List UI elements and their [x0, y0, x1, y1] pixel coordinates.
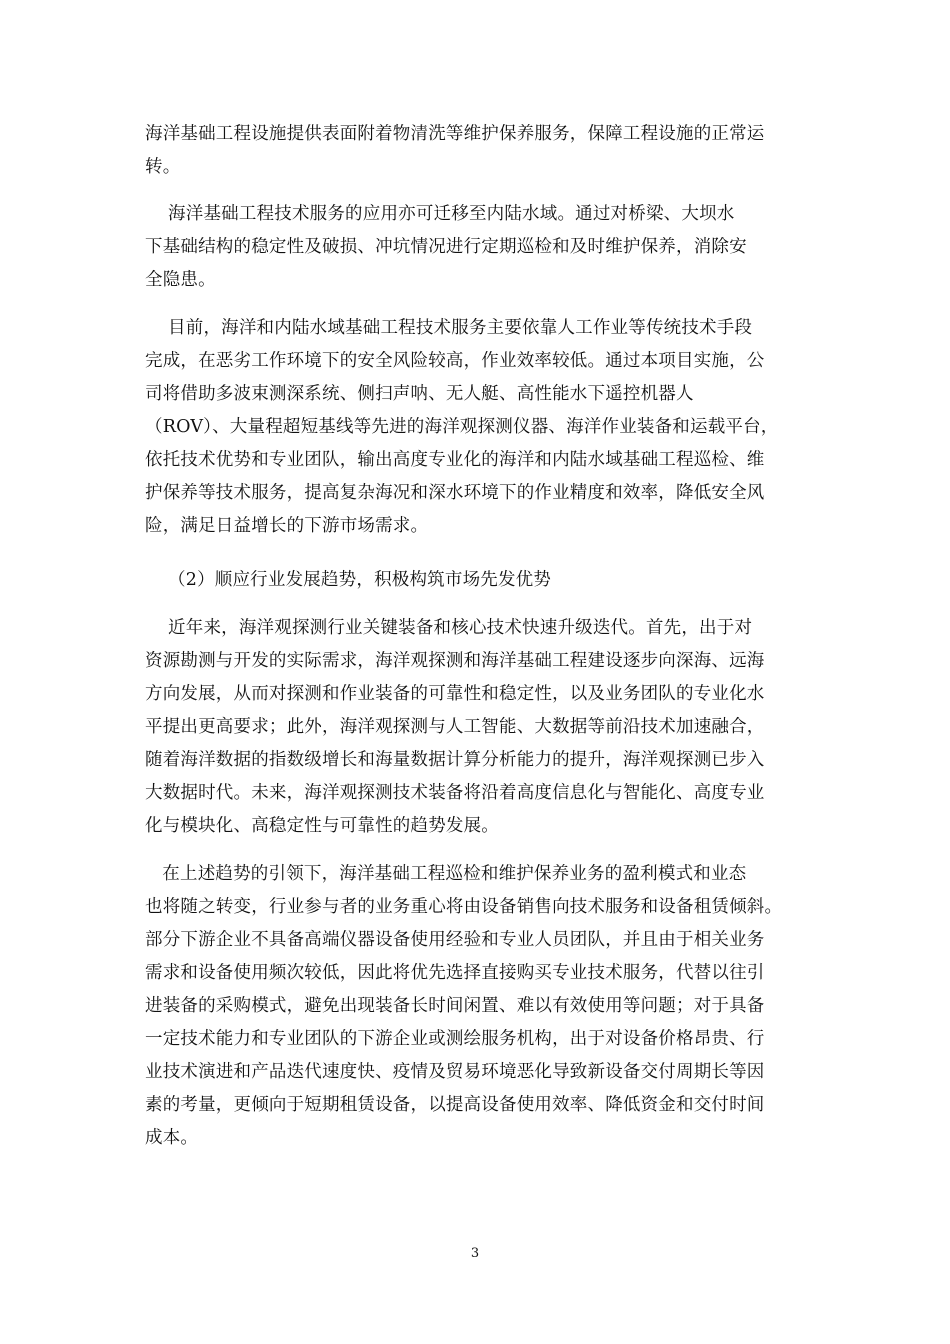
text-line: 部分下游企业不具备高端仪器设备使用经验和专业人员团队，并且由于相关业务 — [145, 930, 765, 950]
text-line: 近年来，海洋观探测行业关键装备和核心技术快速升级迭代。首先，出于对 — [145, 618, 753, 638]
text-line: 进装备的采购模式，避免出现装备长时间闲置、难以有效使用等问题；对于具备 — [145, 996, 765, 1016]
text-line: 海洋基础工程设施提供表面附着物清洗等维护保养服务，保障工程设施的正常运 — [145, 124, 765, 144]
text-line: 方向发展，从而对探测和作业装备的可靠性和稳定性，以及业务团队的专业化水 — [145, 684, 765, 704]
text-line: 护保养等技术服务，提高复杂海况和深水环境下的作业精度和效率，降低安全风 — [145, 483, 765, 503]
text-line: 下基础结构的稳定性及破损、冲坑情况进行定期巡检和及时维护保养，消除安 — [145, 237, 747, 257]
text-line: 化与模块化、高稳定性与可靠性的趋势发展。 — [145, 816, 499, 836]
text-line: 随着海洋数据的指数级增长和海量数据计算分析能力的提升，海洋观探测已步入 — [145, 750, 765, 770]
paragraph-5 — [145, 612, 815, 843]
text-line: 资源勘测与开发的实际需求，海洋观探测和海洋基础工程建设逐步向深海、远海 — [145, 651, 765, 671]
text-line: 转。 — [145, 157, 181, 177]
text-line: 成本。 — [145, 1128, 199, 1148]
text-line: 完成，在恶劣工作环境下的安全风险较高，作业效率较低。通过本项目实施，公 — [145, 351, 765, 371]
text-line: 也将随之转变，行业参与者的业务重心将由设备销售向技术服务和设备租赁倾斜。 — [145, 897, 783, 917]
text-line: 全隐患。 — [145, 270, 216, 290]
text-line: 需求和设备使用频次较低，因此将优先选择直接购买专业技术服务，代替以往引 — [145, 963, 765, 983]
section-heading — [145, 564, 815, 597]
paragraph-3 — [145, 312, 815, 543]
text-line: 平提出更高要求；此外，海洋观探测与人工智能、大数据等前沿技术加速融合， — [145, 717, 765, 737]
text-line: 素的考量，更倾向于短期租赁设备，以提高设备使用效率、降低资金和交付时间 — [145, 1095, 765, 1115]
text-line: 司将借助多波束测深系统、侧扫声呐、无人艇、高性能水下遥控机器人 — [145, 384, 694, 404]
text-line: （ROV）、大量程超短基线等先进的海洋观探测仪器、海洋作业装备和运载平台， — [145, 417, 779, 437]
paragraph-6 — [145, 858, 815, 1155]
text-line: 依托技术优势和专业团队，输出高度专业化的海洋和内陆水域基础工程巡检、维 — [145, 450, 765, 470]
page-number: 3 — [470, 1246, 480, 1261]
text-line: 险，满足日益增长的下游市场需求。 — [145, 516, 429, 536]
text-line: 目前，海洋和内陆水域基础工程技术服务主要依靠人工作业等传统技术手段 — [145, 318, 753, 338]
paragraph-1 — [145, 118, 815, 184]
text-line: 大数据时代。未来，海洋观探测技术装备将沿着高度信息化与智能化、高度专业 — [145, 783, 765, 803]
text-line: 海洋基础工程技术服务的应用亦可迁移至内陆水域。通过对桥梁、大坝水 — [145, 204, 735, 224]
text-line: 在上述趋势的引领下，海洋基础工程巡检和维护保养业务的盈利模式和业态 — [145, 864, 747, 884]
text-line: 一定技术能力和专业团队的下游企业或测绘服务机构，出于对设备价格昂贵、行 — [145, 1029, 765, 1049]
paragraph-2 — [145, 198, 815, 297]
text-line: 业技术演进和产品迭代速度快、疫情及贸易环境恶化导致新设备交付周期长等因 — [145, 1062, 765, 1082]
heading-text: （2）顺应行业发展趋势，积极构筑市场先发优势 — [145, 570, 552, 590]
